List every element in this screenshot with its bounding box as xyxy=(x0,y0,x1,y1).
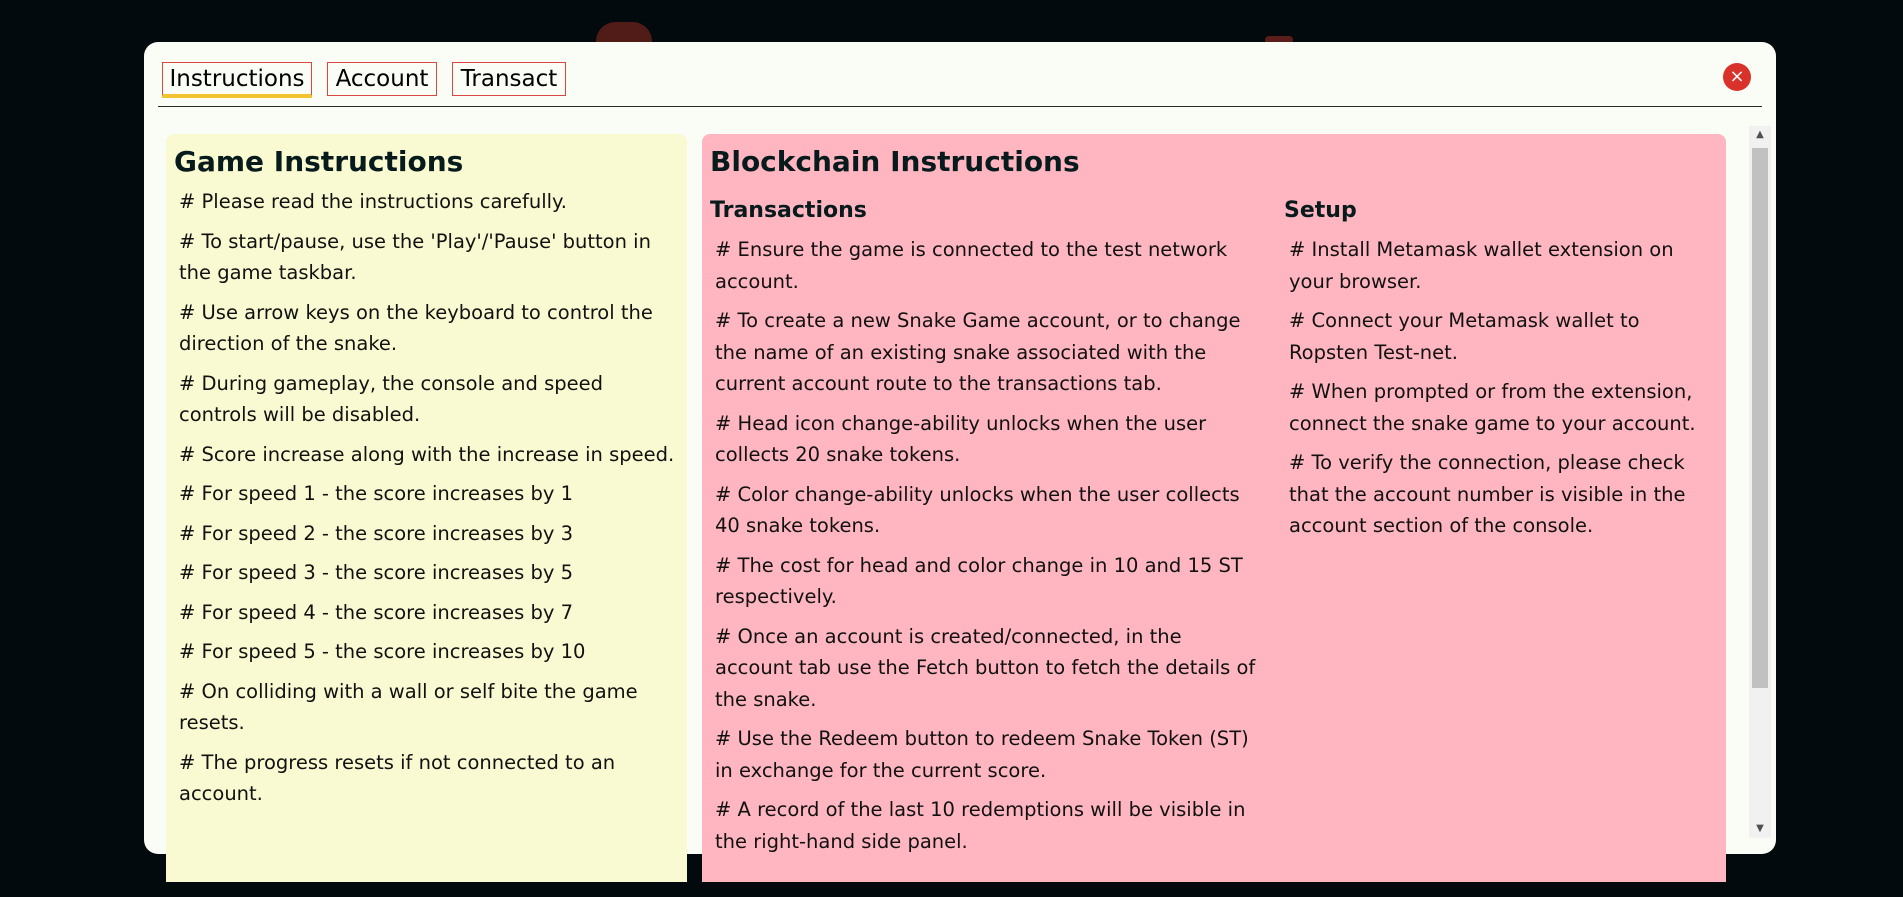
list-item: # For speed 1 - the score increases by 1 xyxy=(179,482,574,505)
list-item: # Install Metamask wallet extension on your browser. xyxy=(1289,238,1674,293)
list-item: # Connect your Metamask wallet to Ropsten Test-net. xyxy=(1289,309,1640,364)
tab-instructions[interactable]: Instructions xyxy=(162,62,312,96)
list-item: # The progress resets if not connected to an account. xyxy=(179,750,616,805)
list-item: # Use arrow keys on the keyboard to control the direction of the snake. xyxy=(179,300,653,355)
list-item: # On colliding with a wall or self bite the game resets. xyxy=(179,679,638,734)
list-item: # To verify the connection, please check that the account number is visible in the account section of the console. xyxy=(1289,451,1686,537)
game-instructions-panel xyxy=(166,134,687,882)
scroll-down-arrow-icon[interactable]: ▼ xyxy=(1756,823,1764,834)
list-item: # Use the Redeem button to redeem Snake Token (ST) in exchange for the current score. xyxy=(715,727,1249,782)
list-item: # To start/pause, use the 'Play'/'Pause' button in the game taskbar. xyxy=(179,229,651,284)
instructions-content xyxy=(166,134,1726,882)
list-item: # To create a new Snake Game account, or to change the name of an existing snake associated with the current account route to the transactions tab. xyxy=(715,309,1241,395)
list-item: # Color change-ability unlocks when the user collects 40 snake tokens. xyxy=(715,482,1240,537)
instructions-modal xyxy=(144,42,1776,854)
list-item: # For speed 3 - the score increases by 5 xyxy=(179,561,574,584)
game-instructions-list xyxy=(174,186,679,810)
vertical-scrollbar[interactable] xyxy=(1749,126,1771,838)
setup-column xyxy=(1284,196,1704,550)
scroll-up-arrow-icon[interactable]: ▲ xyxy=(1756,129,1764,140)
list-item: # Head icon change-ability unlocks when the user collects 20 snake tokens. xyxy=(715,411,1207,466)
close-button[interactable]: × xyxy=(1723,63,1751,91)
scrollbar-thumb[interactable] xyxy=(1752,148,1768,688)
list-item: # For speed 4 - the score increases by 7 xyxy=(179,600,574,624)
transactions-column xyxy=(710,196,1265,865)
list-item: # The cost for head and color change in 10 and 15 ST respectively. xyxy=(715,553,1243,608)
blockchain-instructions-panel xyxy=(702,134,1726,882)
tab-account[interactable]: Account xyxy=(327,62,437,96)
setup-heading: Setup xyxy=(1284,198,1357,223)
game-instructions-title: Game Instructions xyxy=(174,145,464,178)
tab-transact[interactable]: Transact xyxy=(452,62,566,96)
background-logo xyxy=(596,22,652,44)
transactions-heading: Transactions xyxy=(710,198,867,223)
list-item: # Once an account is created/connected, in the account tab use the Fetch button to fetch the details of the snake. xyxy=(715,624,1256,711)
list-item: # Ensure the game is connected to the test network account. xyxy=(715,238,1228,293)
list-item: # When prompted or from the extension, connect the snake game to your account. xyxy=(1289,380,1696,435)
list-item: # Score increase along with the increase in speed. xyxy=(179,442,675,466)
tab-bar xyxy=(158,60,1762,107)
list-item: # For speed 2 - the score increases by 3 xyxy=(179,521,574,545)
list-item: # A record of the last 10 redemptions will be visible in the right-hand side panel. xyxy=(715,798,1246,853)
blockchain-instructions-title: Blockchain Instructions xyxy=(710,145,1080,178)
list-item: # Please read the instructions carefully. xyxy=(179,190,567,213)
list-item: # For speed 5 - the score increases by 10 xyxy=(179,640,586,663)
list-item: # During gameplay, the console and speed controls will be disabled. xyxy=(179,371,603,426)
